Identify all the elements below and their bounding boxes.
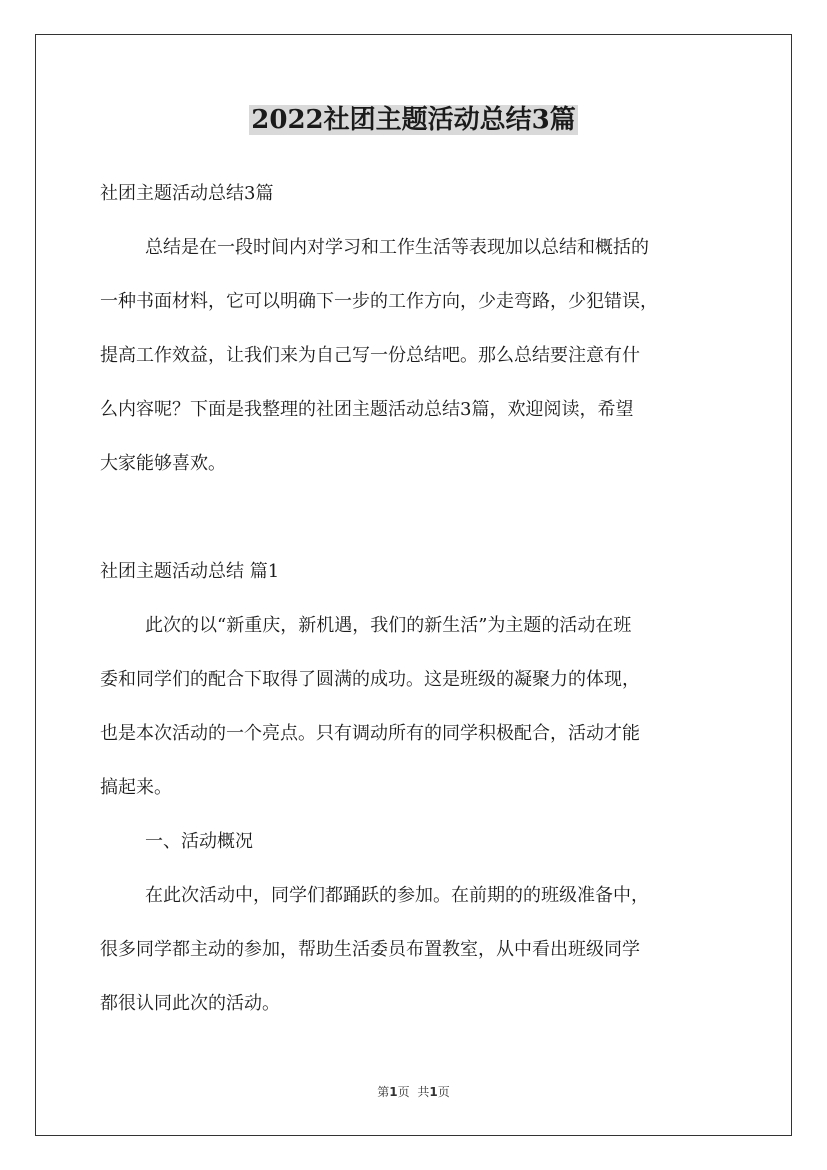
footer-page-suffix: 页 bbox=[397, 1085, 410, 1099]
footer-total-prefix: 共 bbox=[417, 1085, 430, 1099]
intro-line: 提高工作效益，让我们来为自己写一份总结吧。那么总结要注意有什 bbox=[100, 345, 640, 366]
document-title bbox=[0, 100, 827, 140]
page-footer bbox=[0, 1083, 827, 1101]
footer-total-suffix: 页 bbox=[437, 1085, 450, 1099]
overview-line: 很多同学都主动的参加，帮助生活委员布置教室，从中看出班级同学 bbox=[100, 939, 640, 960]
intro-line: 么内容呢？下面是我整理的社团主题活动总结3篇，欢迎阅读，希望 bbox=[100, 399, 634, 420]
section1-heading: 社团主题活动总结 篇1 bbox=[100, 561, 280, 582]
section1-line: 此次的以“新重庆，新机遇，我们的新生活”为主题的活动在班 bbox=[145, 615, 632, 636]
section1-line: 搞起来。 bbox=[100, 777, 172, 798]
footer-page-prefix: 第 bbox=[377, 1085, 390, 1099]
document-title-text: 2022社团主题活动总结3篇 bbox=[251, 105, 576, 135]
document-subtitle: 社团主题活动总结3篇 bbox=[100, 183, 274, 204]
intro-line: 一种书面材料，它可以明确下一步的工作方向，少走弯路，少犯错误， bbox=[100, 291, 658, 312]
overview-line: 都很认同此次的活动。 bbox=[100, 993, 280, 1014]
footer-page-number: 1 bbox=[389, 1085, 398, 1099]
intro-line: 总结是在一段时间内对学习和工作生活等表现加以总结和概括的 bbox=[145, 237, 649, 258]
footer-total-number: 1 bbox=[429, 1085, 438, 1099]
section1-line: 委和同学们的配合下取得了圆满的成功。这是班级的凝聚力的体现， bbox=[100, 669, 640, 690]
overview-line: 在此次活动中，同学们都踊跃的参加。在前期的的班级准备中， bbox=[145, 885, 649, 906]
intro-line: 大家能够喜欢。 bbox=[100, 453, 226, 474]
overview-subheading: 一、活动概况 bbox=[145, 831, 253, 852]
section1-line: 也是本次活动的一个亮点。只有调动所有的同学积极配合，活动才能 bbox=[100, 723, 640, 744]
